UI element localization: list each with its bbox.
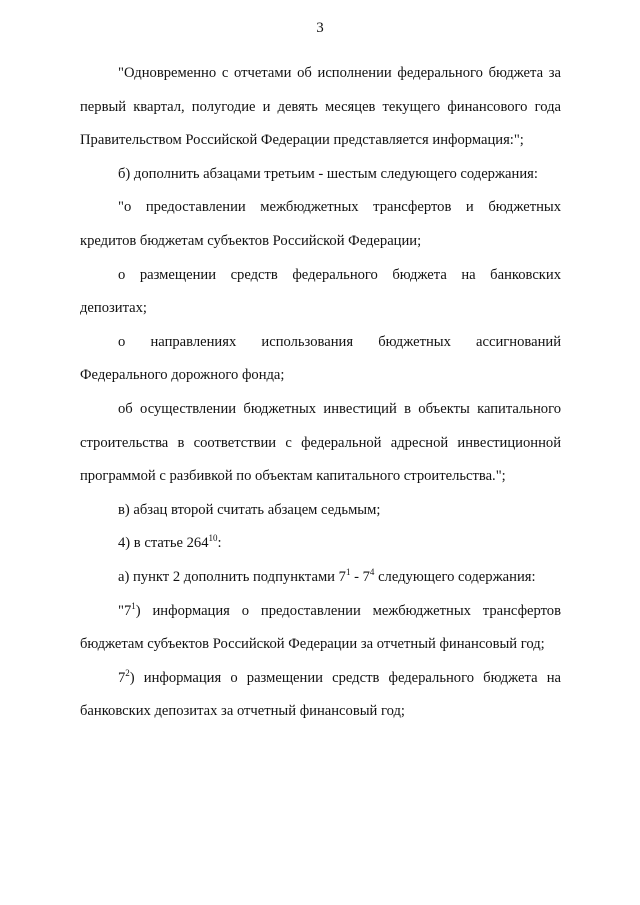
item-a-prefix: а) пункт 2 дополнить подпунктами 7: [118, 568, 346, 585]
document-body: [80, 57, 561, 729]
paragraph-report-info: "Одновременно с отчетами об исполнении федерального бюджета за первый квартал, полугодие и девять месяцев текущего финансового года Правительством Российской Федерации представляется информация:";: [80, 65, 561, 149]
item-7-1-prefix: "7: [118, 602, 132, 619]
paragraph-investments: об осуществлении бюджетных инвестиций в объекты капитального строительства в соответствии с федеральной адресной инвестиционной программой с разбивкой по объектам капитального строительства.";: [80, 400, 561, 485]
paragraph-deposits: о размещении средств федерального бюджета на банковских депозитах;: [80, 266, 561, 317]
paragraph-item-4: [80, 527, 561, 561]
paragraph-transfers: "о предоставлении межбюджетных трансфертов и бюджетных кредитов бюджетам субъектов Российской Федерации;: [80, 199, 561, 249]
item-a-sup-1: 1: [345, 567, 351, 578]
item-4-prefix: 4) в статье 264: [118, 535, 209, 552]
paragraph-road-fund: о направлениях использования бюджетных ассигнований Федерального дорожного фонда;: [80, 333, 561, 384]
paragraph-amend-b: б) дополнить абзацами третьим - шестым следующего содержания:: [118, 165, 538, 182]
item-a-middle: - 7: [350, 568, 370, 585]
item-7-2-prefix: 7: [118, 669, 126, 686]
paragraph-item-a: [80, 561, 561, 595]
item-7-1-sup: 1: [131, 600, 136, 611]
item-7-2-suffix: ) информация о размещении средств федерального бюджета на банковских депозитах за отчетный финансовый год;: [80, 669, 561, 720]
item-a-sup-2: 4: [369, 567, 375, 578]
item-7-2-sup: 2: [125, 667, 130, 678]
item-a-suffix: следующего содержания:: [374, 568, 536, 585]
paragraph-amend-c: в) абзац второй считать абзацем седьмым;: [118, 501, 381, 518]
paragraph-item-7-2: [80, 662, 561, 729]
item-4-suffix: :: [217, 535, 222, 552]
item-4-sup: 10: [208, 533, 218, 544]
item-7-1-suffix: ) информация о предоставлении межбюджетных трансфертов бюджетам субъектов Российской Федерации за отчетный финансовый год;: [80, 602, 561, 653]
page-number: 3: [316, 20, 324, 36]
paragraph-item-7-1: [80, 595, 561, 662]
